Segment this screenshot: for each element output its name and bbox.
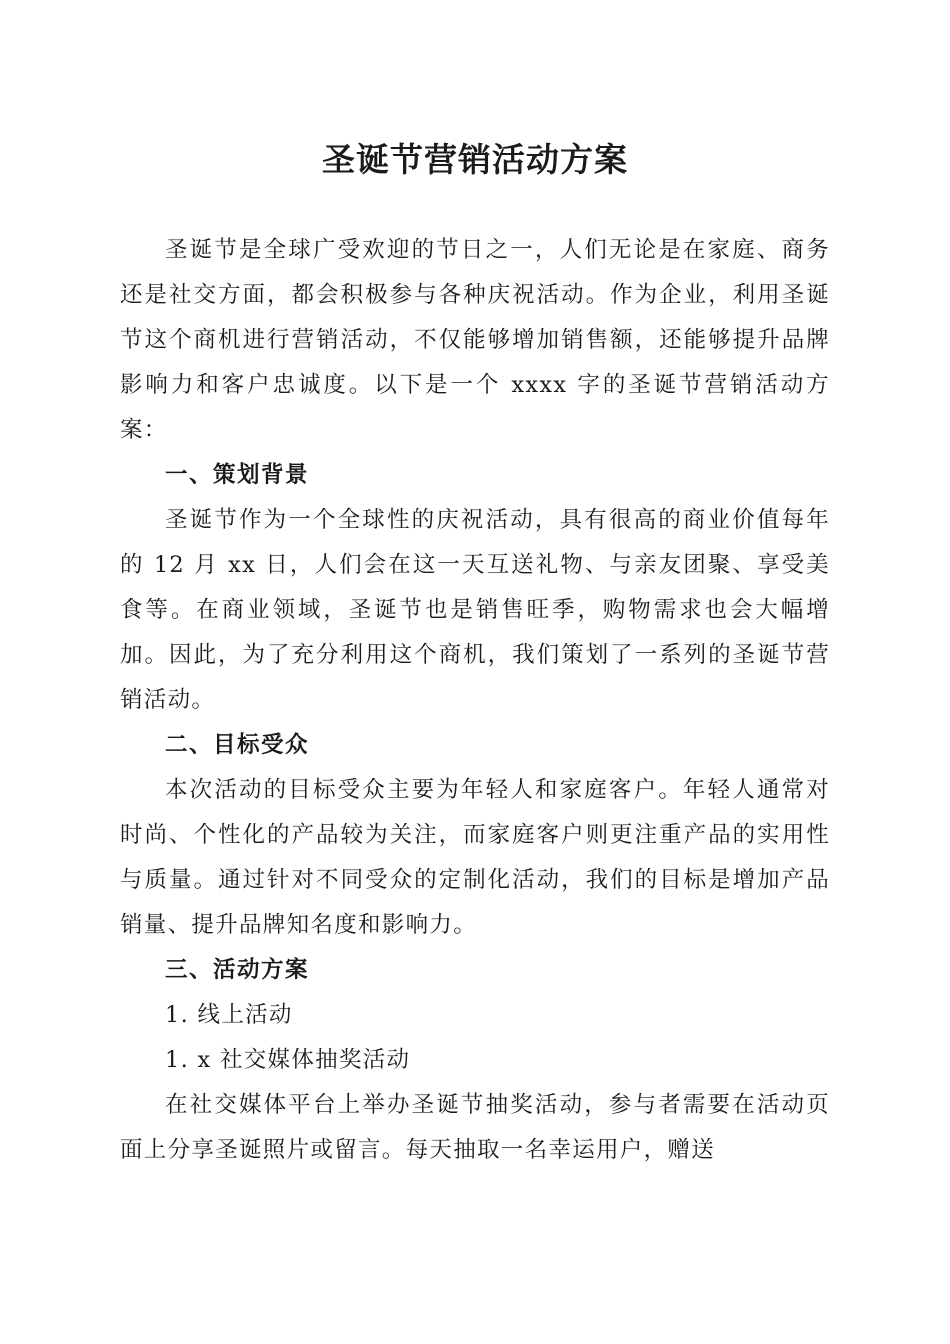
- document-body: [120, 228, 830, 1173]
- subsection-social-lottery: 1. x 社交媒体抽奖活动: [165, 1047, 411, 1073]
- section-heading-audience: 二、目标受众: [165, 732, 310, 758]
- document-title: 圣诞节营销活动方案: [322, 140, 628, 179]
- section-heading-background: 一、策划背景: [165, 462, 310, 488]
- intro-paragraph: 圣诞节是全球广受欢迎的节日之一，人们无论是在家庭、商务还是社交方面，都会积极参与各种庆祝活动。作为企业，利用圣诞节这个商机进行营销活动，不仅能够增加销售额，还能够提升品牌影响力和客户忠诚度。以下是一个 xxxx 字的圣诞节营销活动方案：: [120, 237, 830, 443]
- lottery-paragraph: 在社交媒体平台上举办圣诞节抽奖活动，参与者需要在活动页面上分享圣诞照片或留言。每天抽取一名幸运用户，赠送: [120, 1092, 830, 1163]
- section-heading-plan: 三、活动方案: [165, 957, 310, 983]
- audience-paragraph: 本次活动的目标受众主要为年轻人和家庭客户。年轻人通常对时尚、个性化的产品较为关注，而家庭客户则更注重产品的实用性与质量。通过针对不同受众的定制化活动，我们的目标是增加产品销量、提升品牌知名度和影响力。: [120, 777, 830, 938]
- subsection-online: 1. 线上活动: [165, 1002, 293, 1028]
- background-paragraph: 圣诞节作为一个全球性的庆祝活动，具有很高的商业价值每年的 12 月 xx 日，人们会在这一天互送礼物、与亲友团聚、享受美食等。在商业领域，圣诞节也是销售旺季，购物需求也会大幅增加。因此，为了充分利用这个商机，我们策划了一系列的圣诞节营销活动。: [120, 507, 830, 713]
